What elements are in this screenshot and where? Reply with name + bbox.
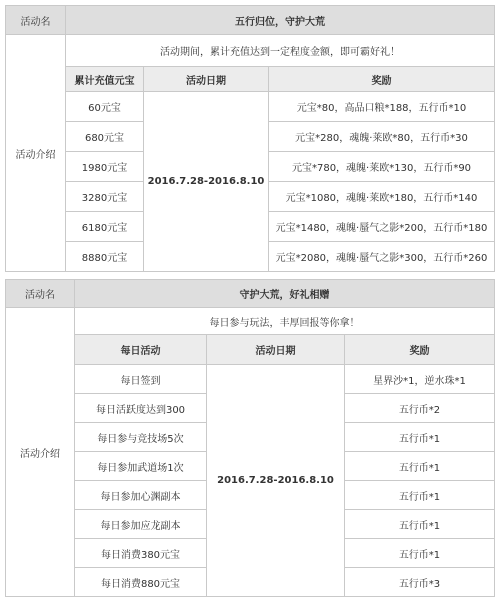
event-name-label: 活动名 xyxy=(6,6,66,35)
reward-text: 五行币*1 xyxy=(345,452,495,481)
recharge-amount: 1980元宝 xyxy=(66,152,144,182)
reward-text: 元宝*80，高品口粮*188，五行币*10 xyxy=(269,92,495,122)
table-row xyxy=(6,92,495,122)
col-header-amount: 累计充值元宝 xyxy=(66,67,144,92)
daily-activity: 每日参加应龙副本 xyxy=(75,510,207,539)
reward-text: 五行币*1 xyxy=(345,510,495,539)
event-title: 五行归位，守护大荒 xyxy=(66,6,495,35)
reward-text: 五行币*1 xyxy=(345,423,495,452)
reward-text: 星界沙*1，逆水珠*1 xyxy=(345,365,495,394)
event-intro-label: 活动介绍 xyxy=(6,35,66,272)
col-header-reward: 奖励 xyxy=(345,335,495,365)
reward-text: 五行币*1 xyxy=(345,539,495,568)
daily-activity: 每日参与竞技场5次 xyxy=(75,423,207,452)
table-row xyxy=(6,365,495,394)
daily-activity: 每日消费380元宝 xyxy=(75,539,207,568)
daily-activity: 每日消费880元宝 xyxy=(75,568,207,597)
daily-activity: 每日参加心渊副本 xyxy=(75,481,207,510)
daily-activity: 每日活跃度达到300 xyxy=(75,394,207,423)
daily-activity: 每日参加武道场1次 xyxy=(75,452,207,481)
recharge-amount: 3280元宝 xyxy=(66,182,144,212)
recharge-amount: 8880元宝 xyxy=(66,242,144,272)
reward-text: 元宝*780，魂魄·莱欧*130，五行币*90 xyxy=(269,152,495,182)
reward-text: 元宝*280，魂魄·莱欧*80，五行币*30 xyxy=(269,122,495,152)
recharge-amount: 6180元宝 xyxy=(66,212,144,242)
col-header-date: 活动日期 xyxy=(144,67,269,92)
event-name-label: 活动名 xyxy=(6,280,75,308)
event-intro-label: 活动介绍 xyxy=(6,308,75,597)
col-header-reward: 奖励 xyxy=(269,67,495,92)
reward-text: 五行币*3 xyxy=(345,568,495,597)
col-header-activity: 每日活动 xyxy=(75,335,207,365)
reward-text: 元宝*1080，魂魄·莱欧*180，五行币*140 xyxy=(269,182,495,212)
daily-event-table xyxy=(5,279,495,597)
event-title: 守护大荒，好礼相赠 xyxy=(75,280,495,308)
event-date: 2016.7.28-2016.8.10 xyxy=(144,92,269,272)
recharge-event-table xyxy=(5,5,495,272)
col-header-date: 活动日期 xyxy=(207,335,345,365)
recharge-amount: 60元宝 xyxy=(66,92,144,122)
reward-text: 五行币*2 xyxy=(345,394,495,423)
daily-activity: 每日签到 xyxy=(75,365,207,394)
reward-text: 元宝*1480，魂魄·蜃气之影*200，五行币*180 xyxy=(269,212,495,242)
reward-text: 五行币*1 xyxy=(345,481,495,510)
event-intro-text: 活动期间，累计充值达到一定程度金额，即可霸好礼！ xyxy=(66,35,495,67)
reward-text: 元宝*2080，魂魄·蜃气之影*300，五行币*260 xyxy=(269,242,495,272)
recharge-amount: 680元宝 xyxy=(66,122,144,152)
event-date: 2016.7.28-2016.8.10 xyxy=(207,365,345,597)
event-intro-text: 每日参与玩法，丰厚回报等你拿！ xyxy=(75,308,495,335)
